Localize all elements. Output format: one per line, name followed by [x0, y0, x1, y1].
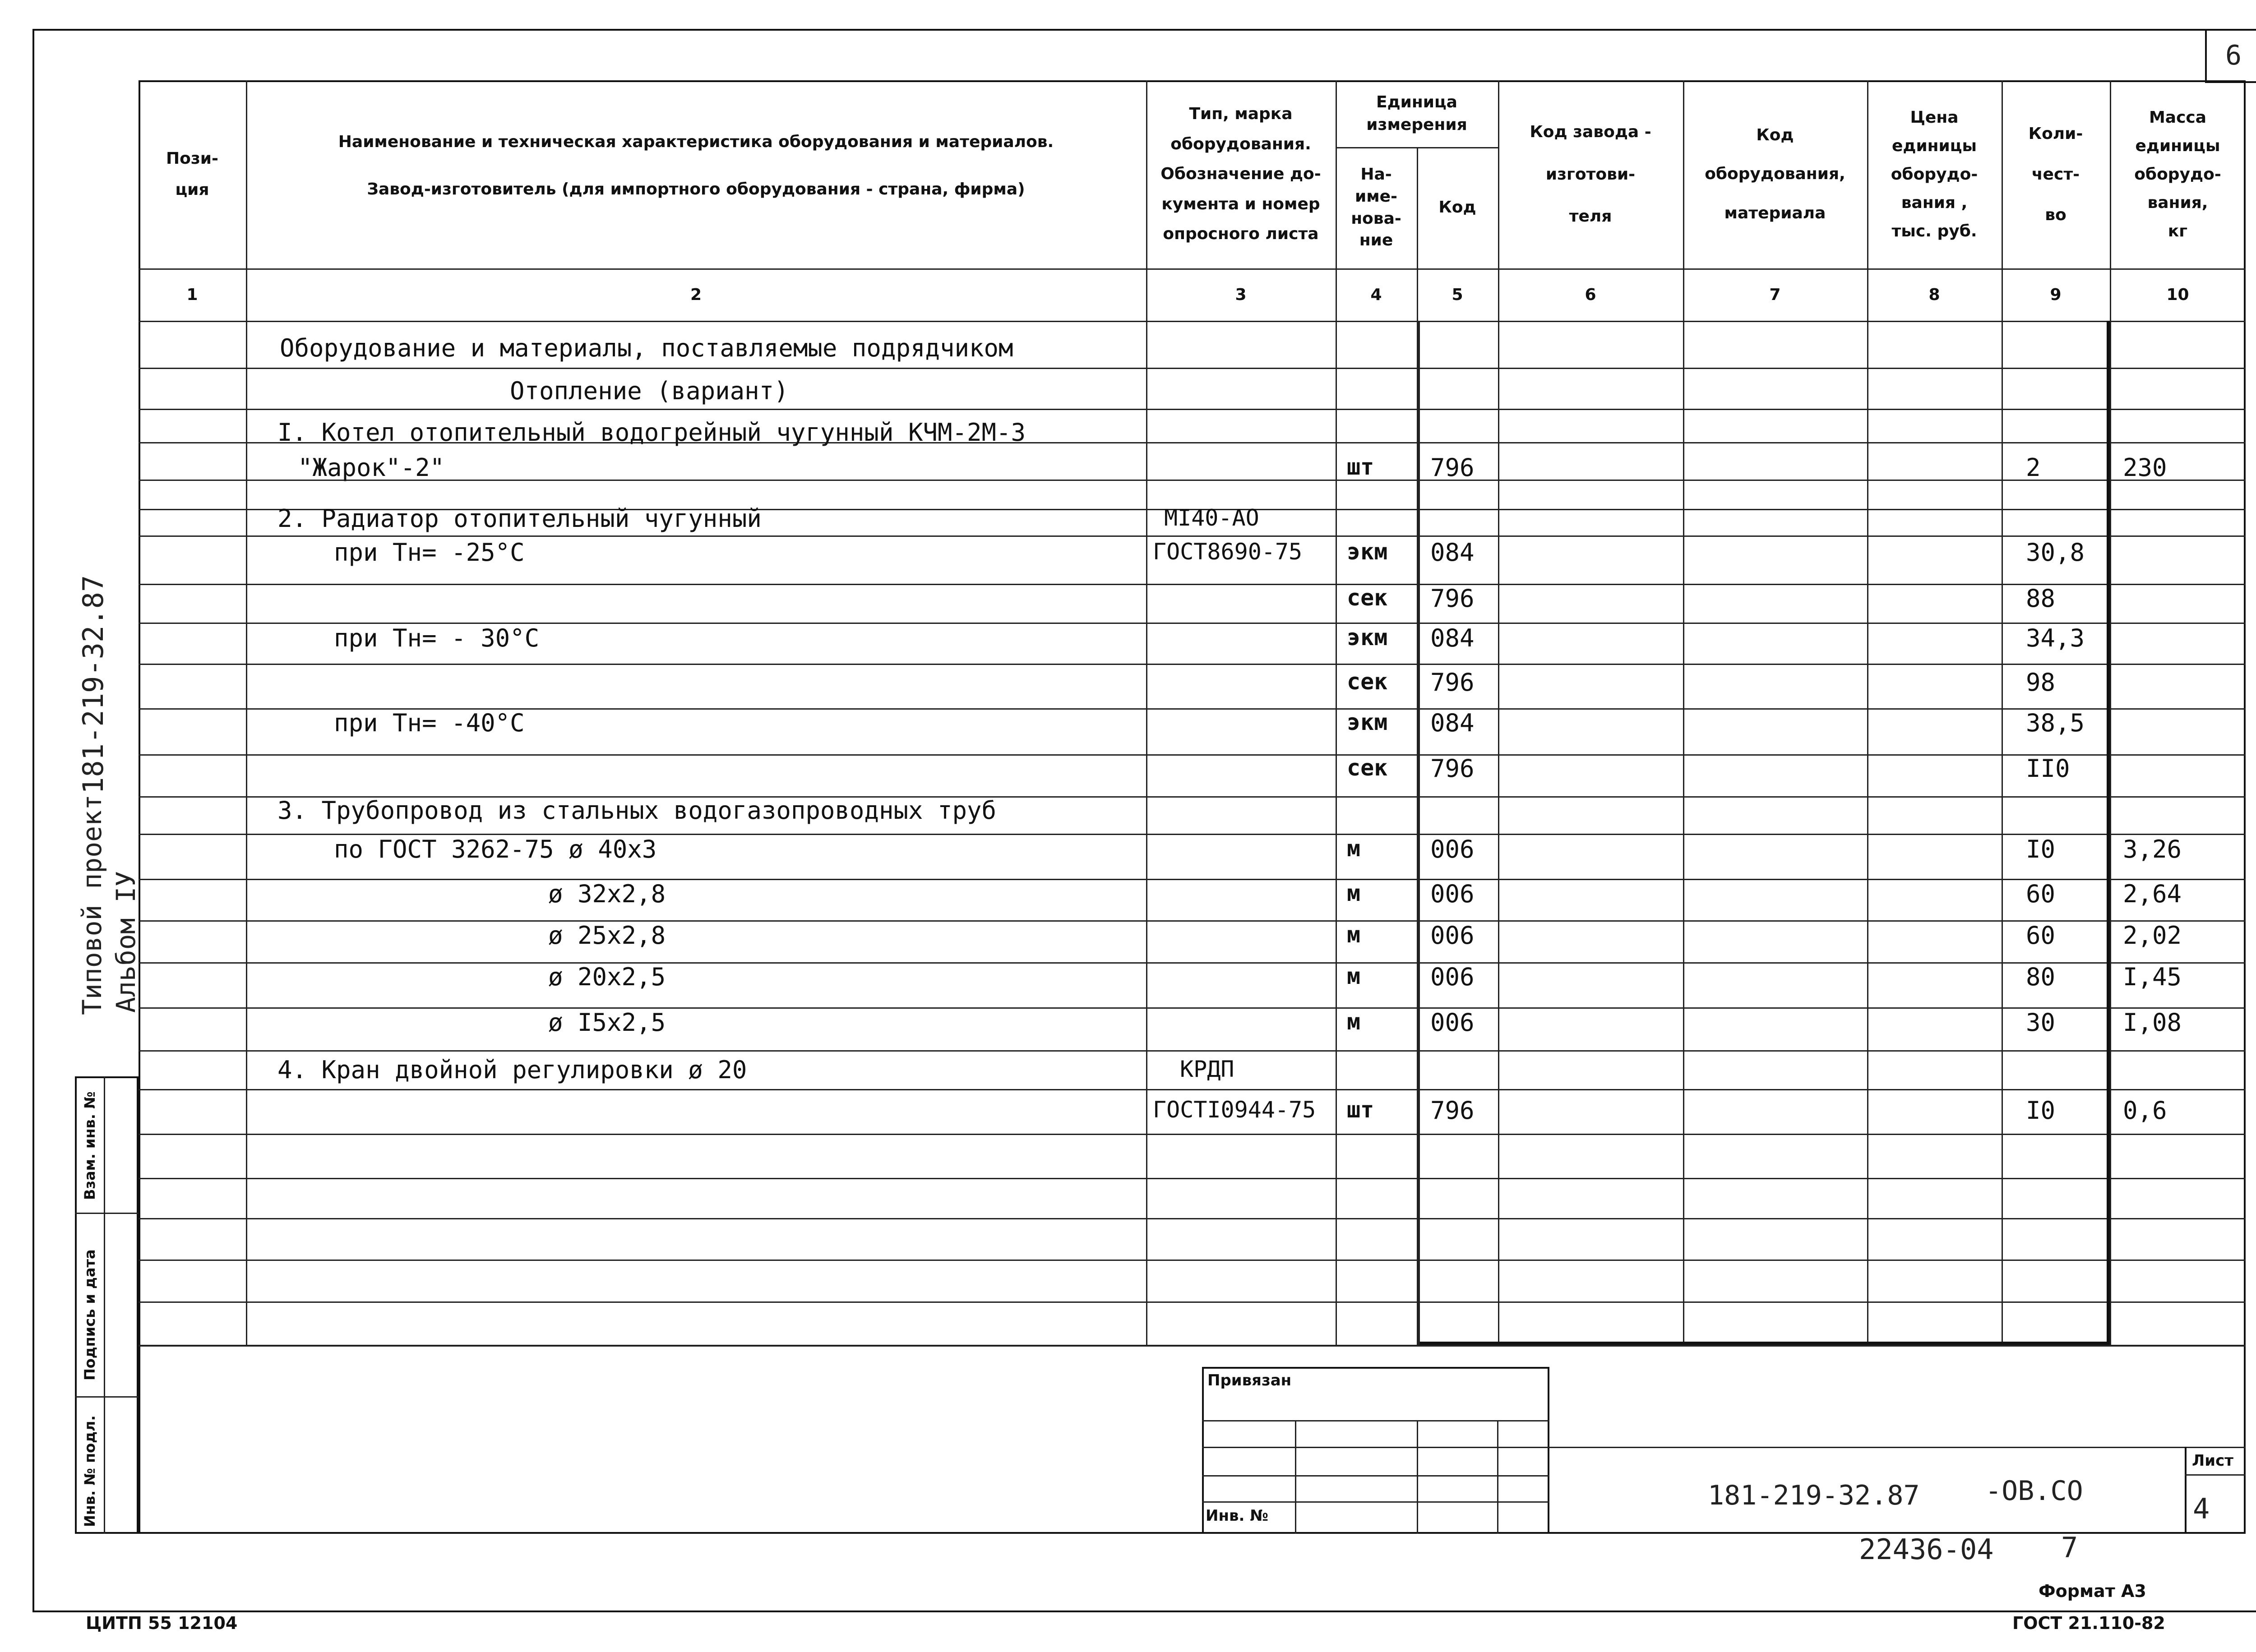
project-label: Типовой проект	[77, 794, 107, 1015]
item-unit-code: 796	[1430, 453, 1475, 482]
header-col2-line2: Завод-изготовитель (для импортного оборудования - страна, фирма)	[367, 180, 1025, 198]
item-name: при Тн= - 30°С	[334, 624, 540, 652]
stamp-podpis-data: Подпись и дата	[81, 1249, 98, 1380]
corner-number: 6	[2225, 40, 2242, 71]
stamp-split-2	[75, 1396, 139, 1398]
column-number-9: 9	[2050, 285, 2062, 304]
item-unit: сек	[1347, 669, 1388, 695]
header-col8: Цена единицы оборудо- вания , тыс. руб.	[1891, 108, 1978, 240]
item-mass: I,45	[2123, 963, 2182, 991]
item-name: ø 20х2,5	[548, 963, 666, 991]
stamp-split-1	[75, 1213, 139, 1214]
item-unit-code: 796	[1430, 754, 1475, 783]
header-col10: Масса единицы оборудо- вания, кг	[2134, 108, 2221, 240]
sheet-number: 4	[2193, 1492, 2210, 1525]
item-unit: м	[1347, 880, 1361, 906]
item-quantity: 2	[2026, 453, 2041, 482]
item-quantity: 38,5	[2026, 709, 2085, 737]
column-number-10: 10	[2166, 285, 2189, 304]
item-name: Отопление (вариант)	[510, 377, 789, 405]
header-col7: Код оборудования, материала	[1705, 125, 1845, 222]
item-quantity: I0	[2026, 1096, 2056, 1125]
gost-label: ГОСТ 21.110-82	[2012, 1613, 2165, 1633]
item-unit-code: 006	[1430, 835, 1475, 863]
item-type: ГОСТI0944-75	[1153, 1097, 1316, 1123]
item-name: Оборудование и материалы, поставляемые подрядчиком	[280, 334, 1013, 362]
sheet-label: Лист	[2192, 1452, 2233, 1470]
item-quantity: 34,3	[2026, 624, 2085, 652]
stamp-divider	[104, 1076, 105, 1534]
row-line	[139, 1345, 2246, 1347]
item-unit-code: 006	[1430, 880, 1475, 908]
item-unit: экм	[1347, 539, 1388, 565]
column-number-3: 3	[1235, 285, 1247, 304]
item-unit-code: 006	[1430, 921, 1475, 950]
column-number-6: 6	[1585, 285, 1596, 304]
item-quantity: 80	[2026, 963, 2056, 991]
item-quantity: II0	[2026, 754, 2070, 783]
sheet-box-split	[2185, 1474, 2246, 1476]
item-name: 3. Трубопровод из стальных водогазопроводных труб	[277, 796, 997, 825]
item-unit: экм	[1347, 624, 1388, 651]
item-unit: сек	[1347, 585, 1388, 611]
item-name: ø I5х2,5	[548, 1008, 666, 1037]
item-name: ø 25х2,8	[548, 921, 666, 950]
item-mass: 3,26	[2123, 835, 2182, 863]
column-number-2: 2	[690, 285, 702, 304]
header-col5: Код	[1438, 198, 1476, 217]
item-unit-code: 084	[1430, 624, 1475, 652]
item-quantity: I0	[2026, 835, 2056, 863]
privyazan-label: Привязан	[1207, 1371, 1292, 1389]
header-col6: Код завода - изготови- теля	[1530, 123, 1651, 226]
item-quantity: 88	[2026, 584, 2056, 613]
item-name: при Тн= -40°С	[334, 709, 525, 737]
item-name: при Тн= -25°С	[334, 538, 525, 567]
item-unit-code: 084	[1430, 709, 1475, 737]
item-unit: экм	[1347, 709, 1388, 735]
header-units-group: Единица измерения	[1366, 92, 1467, 134]
header-col2-line1: Наименование и техническая характеристика оборудования и материалов.	[338, 132, 1054, 151]
item-unit: м	[1347, 963, 1361, 989]
doc-suffix: -ОВ.СО	[1985, 1475, 2083, 1507]
privyazan-col-3	[1497, 1420, 1498, 1534]
item-name: I. Котел отопительный водогрейный чугунный КЧМ-2М-3	[277, 418, 1026, 447]
bold-data-block	[1417, 321, 2110, 1345]
item-unit: шт	[1347, 454, 1374, 480]
column-number-1: 1	[186, 285, 198, 304]
stamp-inv-podl: Инв. № подл.	[81, 1415, 98, 1527]
item-unit-code: 796	[1430, 584, 1475, 613]
item-name: 4. Кран двойной регулировки ø 20	[277, 1056, 747, 1084]
item-unit: м	[1347, 1009, 1361, 1035]
handwritten-page: 7	[2061, 1531, 2078, 1564]
item-type: КРДП	[1180, 1056, 1234, 1082]
item-unit-code: 796	[1430, 1096, 1475, 1125]
item-name: ø 32х2,8	[548, 880, 666, 908]
header-col1: Пози- ция	[166, 149, 218, 199]
project-number: 181-219-32.87	[77, 575, 110, 794]
header-col9: Коли- чест- во	[2028, 124, 2083, 224]
item-mass: I,08	[2123, 1008, 2182, 1037]
item-unit: шт	[1347, 1097, 1374, 1123]
album-label: Альбом IУ	[111, 871, 141, 1013]
privyazan-col-2	[1417, 1420, 1418, 1534]
item-quantity: 60	[2026, 921, 2056, 950]
item-unit-code: 084	[1430, 538, 1475, 567]
header-col3: Тип, марка оборудования. Обозначение до- кумента и номер опросного листа	[1160, 105, 1321, 244]
item-mass: 2,64	[2123, 880, 2182, 908]
header-col4: На- име- нова- ние	[1351, 165, 1401, 250]
item-unit-code: 006	[1430, 1008, 1475, 1037]
column-number-7: 7	[1769, 285, 1781, 304]
stamp-vzam-inv: Взам. инв. №	[81, 1091, 98, 1200]
item-mass: 2,02	[2123, 921, 2182, 950]
format-label: Формат А3	[2039, 1581, 2146, 1601]
item-unit-code: 796	[1430, 668, 1475, 697]
privyazan-col-1	[1295, 1420, 1296, 1534]
item-mass: 0,6	[2123, 1096, 2167, 1125]
bold-col5-left	[1417, 321, 1420, 1345]
item-name: 2. Радиатор отопительный чугунный	[277, 504, 762, 533]
handwritten-number: 22436-04	[1859, 1533, 1994, 1566]
item-type: МI40-АО	[1164, 505, 1259, 531]
column-number-8: 8	[1928, 285, 1940, 304]
item-name: по ГОСТ 3262-75 ø 40х3	[334, 835, 657, 863]
column-number-4: 4	[1370, 285, 1382, 304]
column-number-5: 5	[1452, 285, 1463, 304]
item-quantity: 60	[2026, 880, 2056, 908]
item-unit: м	[1347, 922, 1361, 948]
item-unit: м	[1347, 835, 1361, 862]
item-name: "Жарок"-2"	[298, 453, 445, 482]
title-block-top-line	[1549, 1447, 2246, 1448]
item-quantity: 98	[2026, 668, 2056, 697]
item-type: ГОСТ8690-75	[1153, 539, 1303, 565]
item-mass: 230	[2123, 453, 2167, 482]
item-unit: сек	[1347, 755, 1388, 781]
printer-label: ЦИТП 55 12104	[86, 1613, 238, 1633]
item-unit-code: 006	[1430, 963, 1475, 991]
inv-no-label: Инв. №	[1206, 1507, 1269, 1525]
doc-code: 181-219-32.87	[1708, 1480, 1920, 1511]
item-quantity: 30	[2026, 1008, 2056, 1037]
item-quantity: 30,8	[2026, 538, 2085, 567]
